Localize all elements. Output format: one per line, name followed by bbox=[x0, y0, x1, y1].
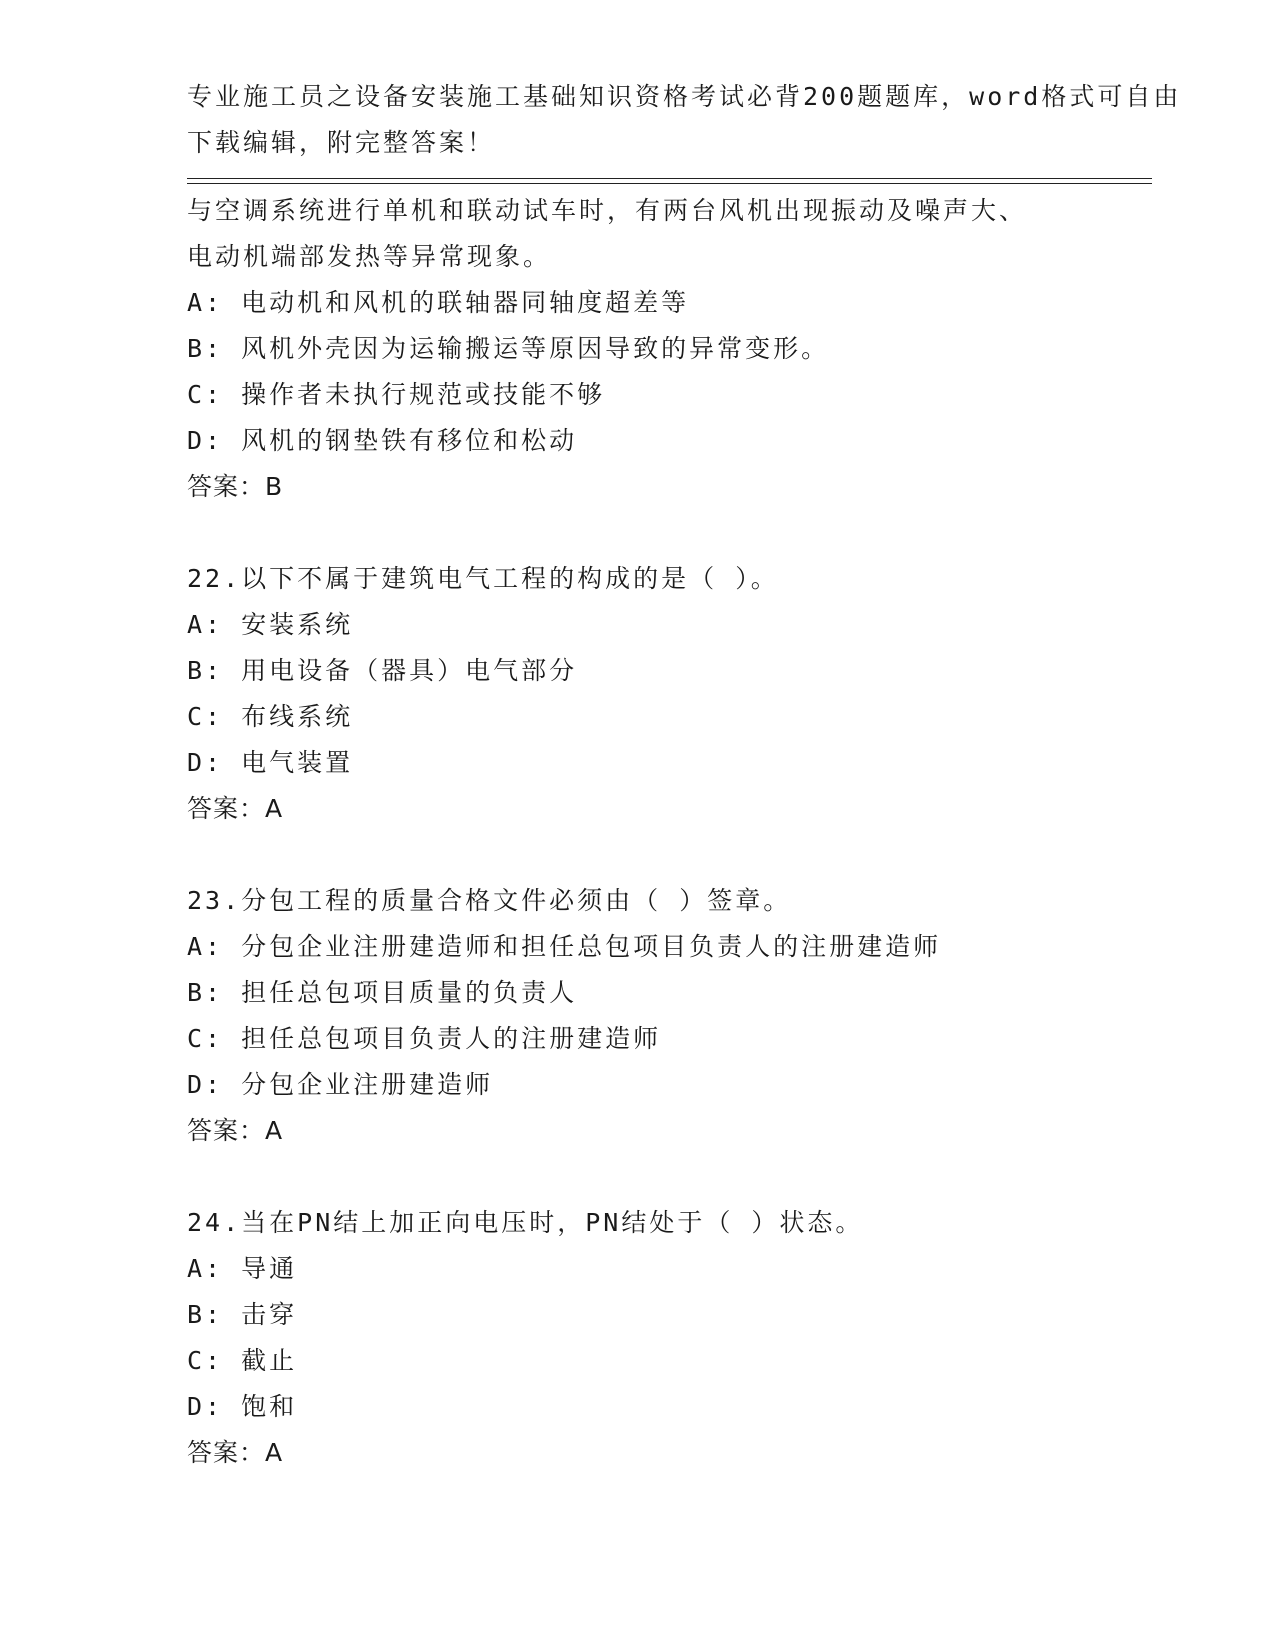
option-c: C: 截止 bbox=[187, 1346, 298, 1375]
question-22 bbox=[187, 556, 1152, 832]
document-header bbox=[187, 74, 1182, 166]
question-21 bbox=[187, 188, 1152, 510]
answer-line: 答案：A bbox=[187, 794, 284, 823]
option-c: C: 操作者未执行规范或技能不够 bbox=[187, 380, 606, 409]
header-title-line-2: 下载编辑，附完整答案！ bbox=[187, 128, 496, 157]
question-23 bbox=[187, 878, 1152, 1154]
option-a: A: 导通 bbox=[187, 1254, 298, 1283]
question-stem-line-2: 电动机端部发热等异常现象。 bbox=[187, 242, 552, 271]
option-b: B: 风机外壳因为运输搬运等原因导致的异常变形。 bbox=[187, 334, 830, 363]
option-c: C: 布线系统 bbox=[187, 702, 354, 731]
spacer bbox=[187, 832, 1152, 878]
question-list bbox=[187, 188, 1152, 1476]
option-d: D: 风机的钢垫铁有移位和松动 bbox=[187, 426, 578, 455]
option-c: C: 担任总包项目负责人的注册建造师 bbox=[187, 1024, 662, 1053]
header-divider-top bbox=[187, 178, 1152, 179]
option-a: A: 电动机和风机的联轴器同轴度超差等 bbox=[187, 288, 690, 317]
answer-line: 答案：A bbox=[187, 1438, 284, 1467]
option-d: D: 分包企业注册建造师 bbox=[187, 1070, 494, 1099]
question-stem-line-1: 与空调系统进行单机和联动试车时，有两台风机出现振动及噪声大、 bbox=[187, 196, 1028, 225]
question-stem: 24.当在PN结上加正向电压时，PN结处于（ ）状态。 bbox=[187, 1208, 864, 1237]
question-24 bbox=[187, 1200, 1152, 1476]
option-a: A: 分包企业注册建造师和担任总包项目负责人的注册建造师 bbox=[187, 932, 942, 961]
answer-line: 答案：A bbox=[187, 1116, 284, 1145]
option-b: B: 击穿 bbox=[187, 1300, 298, 1329]
header-divider-bottom bbox=[187, 183, 1152, 184]
spacer bbox=[187, 510, 1152, 556]
option-d: D: 电气装置 bbox=[187, 748, 354, 777]
question-stem: 23.分包工程的质量合格文件必须由（ ）签章。 bbox=[187, 886, 792, 915]
option-a: A: 安装系统 bbox=[187, 610, 354, 639]
spacer bbox=[187, 1154, 1152, 1200]
option-b: B: 担任总包项目质量的负责人 bbox=[187, 978, 578, 1007]
option-d: D: 饱和 bbox=[187, 1392, 298, 1421]
answer-line: 答案：B bbox=[187, 472, 284, 501]
question-stem: 22.以下不属于建筑电气工程的构成的是（ ）。 bbox=[187, 564, 779, 593]
header-title-line-1: 专业施工员之设备安装施工基础知识资格考试必背200题题库，word格式可自由 bbox=[187, 82, 1182, 111]
option-b: B: 用电设备（器具）电气部分 bbox=[187, 656, 578, 685]
